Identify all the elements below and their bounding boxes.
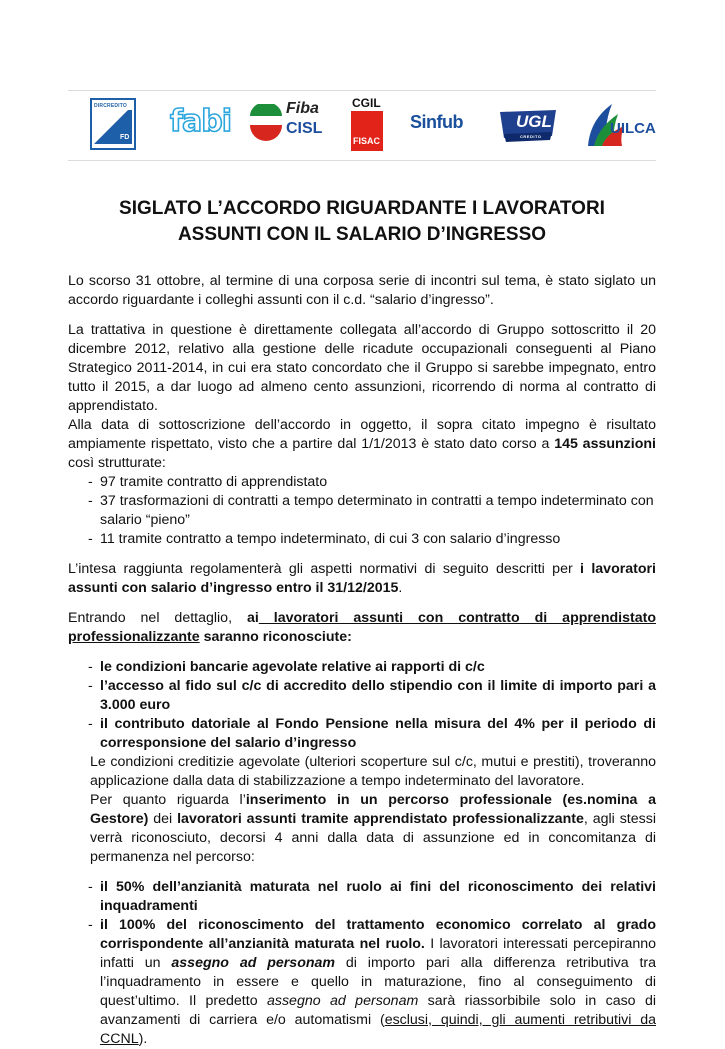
paragraph-credit-conditions: Le condizioni creditizie agevolate (ulteriori scoperture sul c/c, mutui e prestiti), troveranno applicazione dalla data di stabilizzazione a tempo indeterminato del lavoratore. [90,754,656,789]
title-line-1: SIGLATO L’ACCORDO RIGUARDANTE I LAVORATORI [119,198,605,219]
fisac-logo-text: FISAC [353,136,380,146]
fiba-logo-bottom-text: CISL [286,120,323,137]
union-logos-bar [70,96,656,152]
paragraph-hiring: Alla data di sottoscrizione dell’accordo in oggetto, il sopra citato impegno è risultato ampiamente rispettato, visto che a partire dal 1/1/2013 è stato dato corso a 145 assunzioni così strutturate: [68,417,656,471]
apprenticeship-benefits-list [68,658,656,753]
ugl-logo-sub-text: CREDITO [520,134,542,139]
ugl-logo-text: UGL [516,112,552,131]
paragraph-negotiation: La trattativa in questione è direttamente collegata all’accordo di Gruppo sottoscritto il 20 dicembre 2012, relativo alla gestione delle ricadute occupazionali conseguenti al Piano Strategico 2011-2014, in cui era stato concordato che il Gruppo si sarebbe impegnato, entro tutto il 2015, a dar luogo ad almeno cento assunzioni, ricorrendo di norma al contratto di apprendistato. [68,322,656,414]
list-item: - 37 trasformazioni di contratti a tempo determinato in contratti a tempo indeterminato con salario “pieno” [68,492,656,530]
paragraph-details-intro: Entrando nel dettaglio, ai lavoratori assunti con contratto di apprendistato professionalizzante saranno riconosciute: [68,610,656,645]
sinfub-logo-text: Sinfub [410,112,463,132]
list-item: - 97 tramite contratto di apprendistato [68,473,656,492]
paragraph-intro: Lo scorso 31 ottobre, al termine di una corposa serie di incontri sul tema, è stato siglato un accordo riguardante i colleghi assunti con il c.d. “salario d’ingresso”. [68,273,656,308]
paragraph-agreement-scope: L’intesa raggiunta regolamenterà gli aspetti normativi di seguito descritti per i lavoratori assunti con salario d’ingresso entro il 31/12/2015. [68,561,656,596]
list-item: - il contributo datoriale al Fondo Pensione nella misura del 4% per il periodo di corresponsione del salario d’ingresso [68,715,656,753]
cgil-logo-text: CGIL [352,96,381,110]
list-item: - il 100% del riconoscimento del trattamento economico correlato al grado corrispondente all’anzianità maturata nel ruolo. I lavoratori interessati percepiranno infatti un assegno ad personam di importo pari alla differenza retributiva tra l’inquadramento in essere e quello in maturazione, fino al conseguimento di quest’ultimo. Il predetto assegno ad personam sarà riassorbibile solo in caso di avanzamenti di carriera e/o automatismi (esclusi, quindi, gli aumenti retributivi da CCNL). [68,916,656,1049]
fabi-logo [170,102,232,148]
header-bottom-rule [68,160,656,161]
sinfub-logo [410,112,474,138]
uilca-logo [584,100,656,152]
document-title [68,196,656,248]
hiring-breakdown-list [68,473,656,549]
list-item: - le condizioni bancarie agevolate relative ai rapporti di c/c [68,658,656,677]
hiring-count: 145 assunzioni [554,436,656,452]
ugl-credito-logo [498,106,560,146]
career-recognition-list [68,878,656,1049]
fabi-logo-text: fabi [170,104,232,139]
fiba-logo-top-text: Fiba [286,100,319,117]
cgil-fisac-logo [350,96,386,152]
list-item: - 11 tramite contratto a tempo indeterminato, di cui 3 con salario d’ingresso [68,530,656,549]
dircredito-logo-sub: FD [120,134,130,141]
dircredito-logo-text: DIRCREDITO [94,103,128,109]
paragraph-career-path: Per quanto riguarda l’inserimento in un percorso professionale (es.nomina a Gestore) dei lavoratori assunti tramite apprendistato professionalizzante, agli stessi verrà riconosciuto, decorsi 4 anni dalla data di assunzione ed in concomitanza di permanenza nel percorso: [90,792,657,865]
header-top-rule [68,90,656,91]
fiba-cisl-logo [248,100,326,150]
dircredito-logo [90,98,136,150]
list-item: - l’accesso al fido sul c/c di accredito dello stipendio con il limite di importo pari a 3.000 euro [68,677,656,715]
title-line-2: ASSUNTI CON IL SALARIO D’INGRESSO [177,224,547,245]
uilca-logo-text: UILCA [610,120,656,137]
document-body [68,272,656,1049]
list-item: - il 50% dell’anzianità maturata nel ruolo ai fini del riconoscimento dei relativi inquadramenti [68,878,656,916]
